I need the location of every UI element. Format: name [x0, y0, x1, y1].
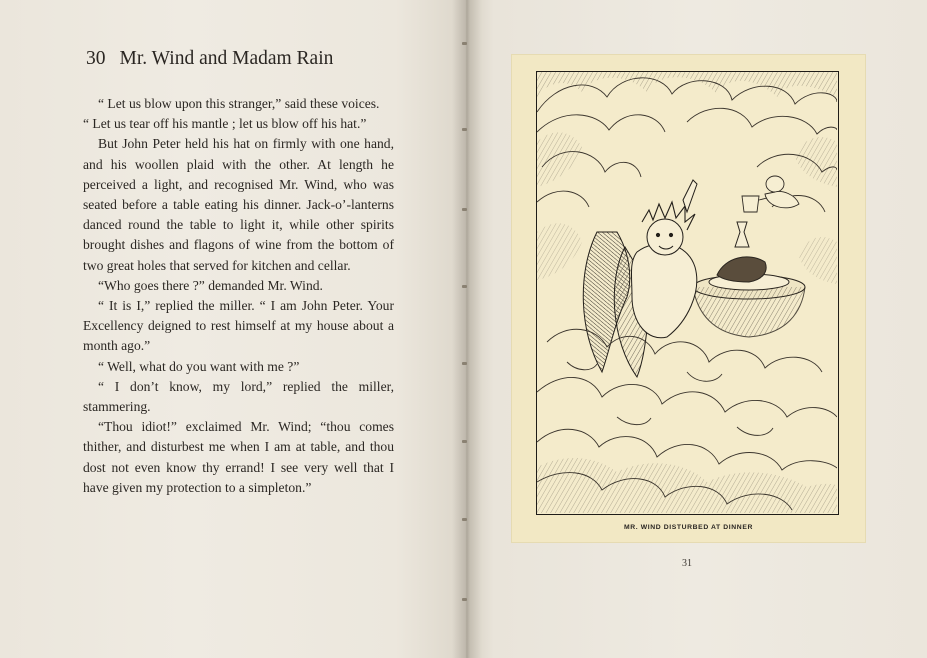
book-gutter: [452, 0, 482, 658]
binding-stitch: [462, 208, 467, 211]
paragraph: “ Let us tear off his mantle ; let us blow off his hat.”: [83, 116, 367, 132]
page-number-right: 31: [682, 558, 692, 569]
paragraph: “Who goes there ?” demanded Mr. Wind.: [98, 277, 323, 293]
paragraph: “ Let us blow upon this stranger,” said these voices.: [98, 96, 380, 111]
paragraph: “ Well, what do you want with me ?”: [98, 358, 300, 374]
paragraph: “Thou idiot!” exclaimed Mr. Wind; “thou comes thither, and disturbest me when I am at table, and thou dost not even know thy errand! I see very well that I have given my protection to a simpleton.”: [83, 419, 394, 495]
paragraph: But John Peter held his hat on firmly with one hand, and his woollen plaid with the other. At length he perceived a light, and recognised Mr. Wind, who was seated before a table eating his dinner. Jack-o’-lanterns danced round the table to light it, while other spirits brought dishes and flagons of wine from the bottom of two great holes that served for kitchen and cellar.: [83, 136, 394, 273]
binding-stitch: [462, 285, 467, 288]
plate-caption: MR. WIND DISTURBED AT DINNER: [624, 524, 753, 531]
body-text: [83, 94, 394, 498]
paragraph: “ I don’t know, my lord,” replied the miller, stammering.: [83, 378, 394, 415]
page-number-left: 30: [86, 48, 106, 69]
illustration-plate: [512, 55, 865, 542]
running-title: Mr. Wind and Madam Rain: [119, 48, 334, 69]
illustration-wind-at-dinner: [537, 72, 837, 513]
illustration-frame: [536, 71, 839, 515]
binding-stitch: [462, 128, 467, 131]
binding-stitch: [462, 362, 467, 365]
running-head: [86, 48, 333, 70]
binding-stitch: [462, 598, 467, 601]
paragraph: “ It is I,” replied the miller. “ I am John Peter. Your Excellency deigned to rest himself at my house about a month ago.”: [83, 298, 394, 354]
binding-stitch: [462, 42, 467, 45]
binding-stitch: [462, 440, 467, 443]
binding-stitch: [462, 518, 467, 521]
